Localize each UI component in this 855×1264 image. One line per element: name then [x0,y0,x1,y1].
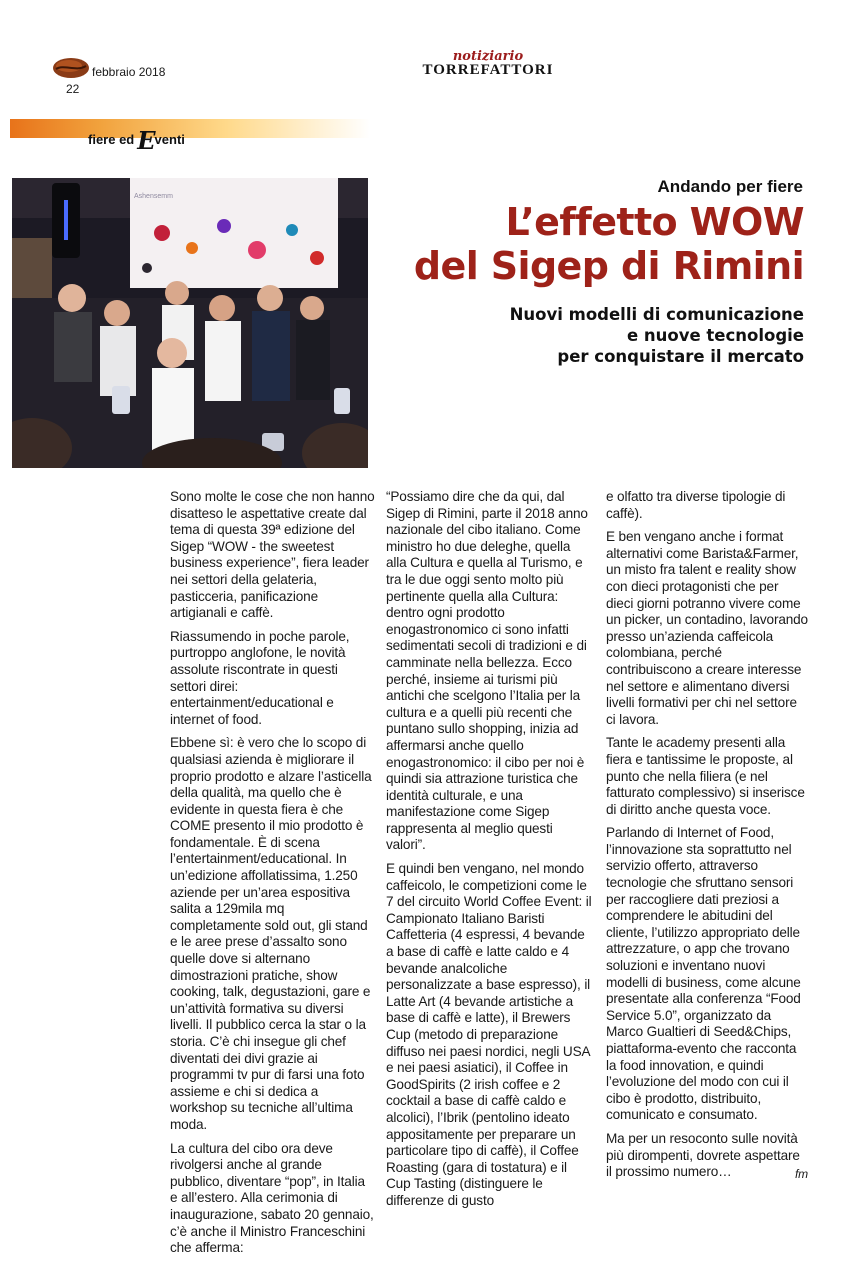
coffee-bean-logo-icon [52,56,90,80]
author-signature: fm [794,1167,808,1182]
paragraph: Parlando di Internet of Food, l’innovazione sta soprattutto nel servizio offerto, attraverso tecnologie che sfruttano sensori per raccogliere dati preziosi a comprendere le abitudini del cliente, l’utilizzo appropriato delle attrezzature, o app che trovano soluzioni e inventano nuovi modelli di business, come alcune presentate alla conferenza “Food Service 5.0”, organizzato da Marco Gualtieri di Seed&Chips, piattaforma-evento che racconta la food innovation, e quindi l’evoluzione del modo con cui il cibo è prodotto, distribuito, comunicato e consumato. [606,825,801,1123]
section-label-letter: E [137,126,156,155]
masthead-line1: notiziario [452,49,524,64]
phone-icon [112,386,130,414]
section-label [88,121,185,155]
section-label-prefix: fiere ed [88,132,135,147]
article-subtitle [420,304,804,367]
issue-date: febbraio 2018 [92,65,166,79]
paragraph: Riassumendo in poche parole, purtroppo anglofone, le novità assolute riscontrate in questi settori direi: entertainment/educational e internet of food. [170,628,350,727]
paragraph: e olfatto tra diverse tipologie di caffè). [606,489,786,521]
masthead-line2: TORREFATTORI [422,62,554,78]
article-subtitle-line3: per conquistare il mercato [557,347,804,366]
paragraph: E ben vengano anche i format alternativi come Barista&Farmer, un misto fra talent e reality show con dieci protagonisti che per dieci giorni potranno vivere come un picker, un contadino, lavorando presso un’azienda caffeicola colombiana, perché contribuiscono a creare interesse nel settore e alimentano diversi livelli formativi per chi nel settore ci lavora. [606,529,808,727]
phone-icon [334,388,350,414]
text-column-2 [386,489,594,1217]
article-title-line1: L’effetto WOW [505,200,804,244]
article-title-line2: del Sigep di Rimini [413,244,804,288]
masthead [418,50,558,78]
text-column-3 [606,489,808,1188]
article-subtitle-line2: e nuove tecnologie [626,326,804,345]
event-photo [12,178,368,468]
paragraph: Sono molte le cose che non hanno disatteso le aspettative create dal tema di questa 39ª edizione del Sigep “WOW - the sweetest business experience”, fiera leader nei settori della gelateria, pasticceria, panificazione artigianali e caffè. [170,489,375,621]
text-column-1 [170,489,375,1264]
paragraph: E quindi ben vengano, nel mondo caffeicolo, le competizioni come le 7 del circuito World Coffee Event: il Campionato Italiano Baristi Caffetteria (4 espressi, 4 bevande a base di caffè e latte caldo e 4 bevande analcoliche personalizzate a base espresso), il Latte Art (4 bevande artistiche a base di caffè e latte), il Brewers Cup (metodo di preparazione diffuso nei paesi nordici, negli USA e nei paesi asiatici), il Coffee in GoodSpirits (2 irish coffee e 2 cocktail a base di caffè caldo e alcolici), l’Ibrik (pentolino ideato appositamente per preparare un particolare tipo di caffè), il Coffee Roasting (gara di tostatura) e il Cup Tasting (distinguere le differenze di gusto [386,861,592,1208]
article-subtitle-line1: Nuovi modelli di comunicazione [509,305,804,324]
page-number: 22 [66,82,80,96]
paragraph: Tante le academy presenti alla fiera e tantissime le proposte, al punto che nella filiera (e nel fatturato complessivo) si inserisce di diritto anche questa voce. [606,735,805,817]
paragraph [606,1131,808,1181]
section-label-suffix: venti [154,132,185,147]
article-title [380,200,804,288]
article-kicker: Andando per fiere [657,177,803,196]
paragraph: La cultura del cibo ora deve rivolgersi anche al grande pubblico, diventare “pop”, in Italia e all’estero. Alla cerimonia di inaugurazione, sabato 20 gennaio, c’è anche il Ministro Franceschini che afferma: [170,1140,374,1256]
paragraph: “Possiamo dire che da qui, dal Sigep di Rimini, parte il 2018 anno nazionale del cibo italiano. Come ministro ho due deleghe, quella alla Cultura e quella al Turismo, e tra le due oggi sento molto più pertinente quella alla Cultura: dentro ogni prodotto enogastronomico ci sono infatti sedimentati secoli di tradizioni e di camminate nella bellezza. Ecco perché, insieme ai turismi più antichi che scelgono l’Italia per la cultura e a quelli più recenti che puntano sullo shopping, inizia ad affermarsi anche quello enogastronomico: il cibo per noi è quindi sia attrazione turistica che identità culturale, e una manifestazione come Sigep rappresenta al meglio questi valori”. [386,489,588,853]
photo-brand-text: Ashensemm [134,193,173,200]
section-band [10,119,370,138]
paragraph-text: Ma per un resoconto sulle novità più dirompenti, dovrete aspettare il prossimo numero… [606,1130,800,1180]
paragraph: Ebbene sì: è vero che lo scopo di qualsiasi azienda è migliorare il proprio prodotto e alzare l’asticella della qualità, ma quello che è evidente in questa fiera è che COME presento il mio prodotto è fondamentale. È di scena l’entertainment/educational. In un’edizione affollatissima, 1.250 aziende per un’area espositiva salita a 129mila mq completamente sold out, gli stand e le aree prese d’assalto sono quelle dove si alternano dimostrazioni pratiche, show cooking, talk, degustazioni, gare e un’attività formativa su diversi livelli. Il pubblico cerca la star o la storia. C’è chi insegue gli chef diventati dei divi grazie ai programmi tv pur di farsi una foto assieme e chi si dedica a workshop su tecniche all’ultima moda. [170,735,372,1132]
